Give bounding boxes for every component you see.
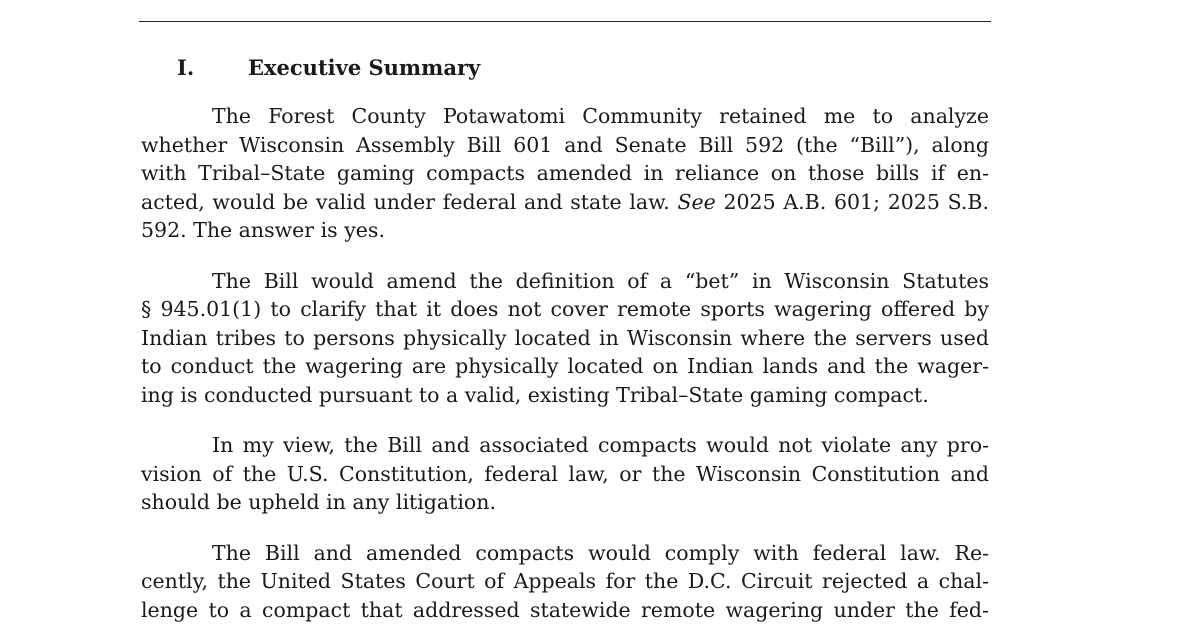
paragraph-line: with Tribal–State gaming compacts amended in reliance on those bills if en- xyxy=(141,161,989,185)
paragraph-line: In my view, the Bill and associated compacts would not violate any pro- xyxy=(212,433,989,457)
paragraph-line: lenge to a compact that addressed statewide remote wagering under the fed- xyxy=(141,597,989,622)
document-body xyxy=(141,46,989,630)
paragraph-line: should be upheld in any litigation. xyxy=(141,490,496,514)
paragraph-line: to conduct the wagering are physically located on Indian lands and the wager- xyxy=(141,354,989,378)
italic-see: See xyxy=(677,189,716,214)
paragraph-1 xyxy=(141,102,989,245)
paragraph-3 xyxy=(141,431,989,517)
paragraph-line: vision of the U.S. Constitution, federal law, or the Wisconsin Constitution and xyxy=(141,461,989,486)
paragraph-line: § 945.01(1) to clarify that it does not cover remote sports wagering offered by xyxy=(141,297,989,321)
paragraph-line: Indian tribes to persons physically located in Wisconsin where the servers used xyxy=(141,325,989,350)
section-heading xyxy=(141,46,989,90)
paragraph-line: The Forest County Potawatomi Community retained me to analyze xyxy=(212,104,989,128)
paragraph-line: 592. The answer is yes. xyxy=(141,218,385,242)
paragraph-line xyxy=(141,188,989,217)
paragraph-line: cently, the United States Court of Appeals for the D.C. Circuit rejected a chal- xyxy=(141,569,989,593)
line-text: 2025 A.B. 601; 2025 S.B. xyxy=(715,189,989,214)
paragraph-2 xyxy=(141,267,989,410)
section-number: I. xyxy=(177,55,195,80)
paragraph-4 xyxy=(141,539,989,625)
section-title: Executive Summary xyxy=(248,55,481,80)
paragraph-line: whether Wisconsin Assembly Bill 601 and Senate Bill 592 (the “Bill”), along xyxy=(141,132,989,157)
paragraph-line: The Bill would amend the definition of a “bet” in Wisconsin Statutes xyxy=(212,268,989,293)
top-rule xyxy=(139,21,991,22)
paragraph-line: The Bill and amended compacts would comply with federal law. Re- xyxy=(212,540,989,565)
paragraph-line: ing is conducted pursuant to a valid, existing Tribal–State gaming compact. xyxy=(141,382,929,407)
line-text: acted, would be valid under federal and state law. xyxy=(141,189,678,214)
